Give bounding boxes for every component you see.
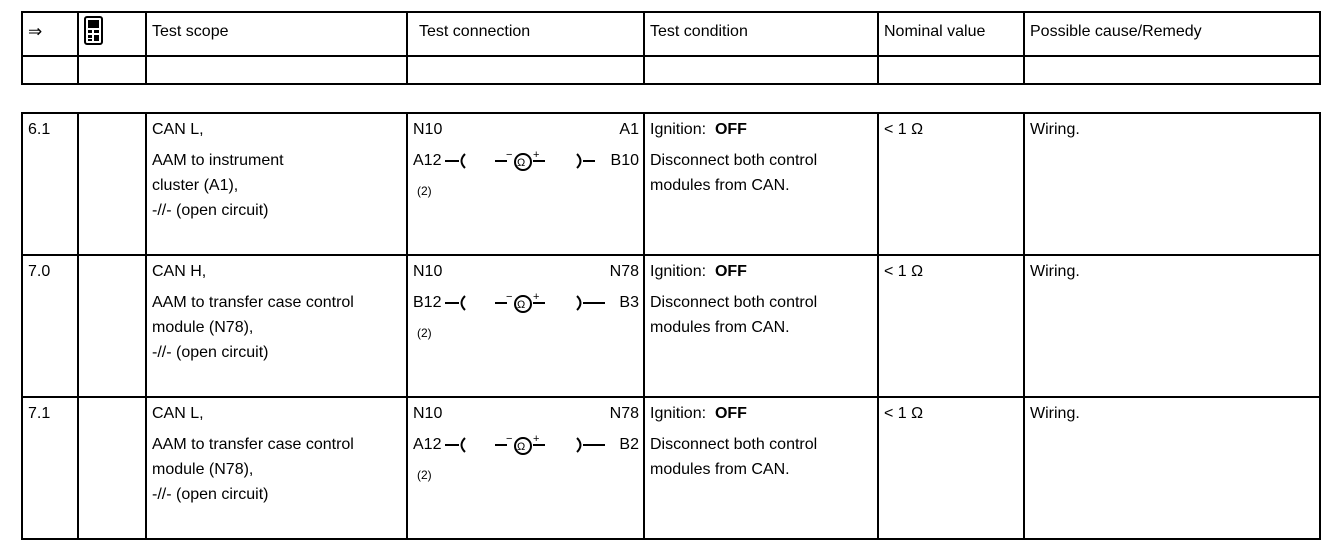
step-number: 7.0 xyxy=(22,255,78,397)
condition-line: modules from CAN. xyxy=(650,177,790,194)
test-scope-header: Test scope xyxy=(146,12,407,56)
tester-header-cell xyxy=(78,12,146,56)
test-steps-table xyxy=(21,112,1321,540)
scope-line: CAN L, xyxy=(152,405,204,422)
arrow-header-cell xyxy=(22,12,78,56)
condition-label: Ignition: xyxy=(650,405,707,422)
nominal-value-header: Nominal value xyxy=(878,12,1024,56)
header-blank-cell xyxy=(878,56,1024,84)
table-row xyxy=(22,113,1320,255)
nominal-value-cell: < 1 Ω xyxy=(878,113,1024,255)
possible-cause-header: Possible cause/Remedy xyxy=(1024,12,1320,56)
connector-left-pin: A12 xyxy=(413,152,442,169)
condition-label: Ignition: xyxy=(650,121,707,138)
ohmmeter-icon xyxy=(445,434,615,456)
svg-text:Ω: Ω xyxy=(517,157,526,169)
condition-line: modules from CAN. xyxy=(650,461,790,478)
header-blank-cell xyxy=(22,56,78,84)
svg-text:+: + xyxy=(533,292,540,303)
svg-text:+: + xyxy=(533,150,540,161)
test-scope-cell xyxy=(146,113,407,255)
tester-cell xyxy=(78,397,146,539)
ohmmeter-icon xyxy=(445,150,615,172)
test-condition-cell xyxy=(644,255,878,397)
remedy-cell: Wiring. xyxy=(1024,397,1320,539)
svg-text:−: − xyxy=(506,292,513,303)
test-condition-cell xyxy=(644,397,878,539)
condition-label: Ignition: xyxy=(650,263,707,280)
condition-value: OFF xyxy=(714,263,747,280)
scope-line: AAM to instrument xyxy=(152,152,284,169)
table-row xyxy=(22,397,1320,539)
header-blank-cell xyxy=(1024,56,1320,84)
scope-line: -//- (open circuit) xyxy=(152,344,269,361)
scope-line: CAN L, xyxy=(152,121,204,138)
connector-left-label: N10 xyxy=(413,121,443,138)
scope-line: -//- (open circuit) xyxy=(152,486,269,503)
header-blank-cell xyxy=(78,56,146,84)
svg-text:Ω: Ω xyxy=(517,299,526,311)
svg-text:+: + xyxy=(533,434,540,445)
connection-note: (2) xyxy=(417,184,432,198)
connection-note: (2) xyxy=(417,326,432,340)
svg-text:Ω: Ω xyxy=(517,441,526,453)
test-scope-cell xyxy=(146,397,407,539)
tester-cell xyxy=(78,113,146,255)
header-table xyxy=(21,11,1321,85)
remedy-cell: Wiring. xyxy=(1024,113,1320,255)
header-blank-cell xyxy=(407,56,644,84)
scope-line: cluster (A1), xyxy=(152,177,239,194)
connector-left-pin: B12 xyxy=(413,294,442,311)
test-connection-cell xyxy=(407,113,644,255)
condition-line: Disconnect both control xyxy=(650,436,818,453)
scope-line: AAM to transfer case control xyxy=(152,436,354,453)
scope-line: -//- (open circuit) xyxy=(152,202,269,219)
connector-left-label: N10 xyxy=(413,263,443,280)
step-number: 7.1 xyxy=(22,397,78,539)
connection-note: (2) xyxy=(417,468,432,482)
scope-line: CAN H, xyxy=(152,263,207,280)
svg-text:−: − xyxy=(506,434,513,445)
header-blank-cell xyxy=(644,56,878,84)
test-scope-cell xyxy=(146,255,407,397)
connector-right-pin: B10 xyxy=(610,152,639,169)
connector-right-label: N78 xyxy=(609,405,639,422)
scope-line: AAM to transfer case control xyxy=(152,294,354,311)
test-connection-cell xyxy=(407,255,644,397)
condition-value: OFF xyxy=(714,121,747,138)
test-condition-header: Test condition xyxy=(644,12,878,56)
nominal-value-cell: < 1 Ω xyxy=(878,397,1024,539)
scope-line: module (N78), xyxy=(152,461,254,478)
connector-right-label: N78 xyxy=(609,263,639,280)
remedy-cell: Wiring. xyxy=(1024,255,1320,397)
condition-line: modules from CAN. xyxy=(650,319,790,336)
nominal-value-cell: < 1 Ω xyxy=(878,255,1024,397)
condition-value: OFF xyxy=(714,405,747,422)
step-number: 6.1 xyxy=(22,113,78,255)
scope-line: module (N78), xyxy=(152,319,254,336)
svg-text:−: − xyxy=(506,150,513,161)
ohmmeter-icon xyxy=(445,292,615,314)
connector-left-label: N10 xyxy=(413,405,443,422)
connector-left-pin: A12 xyxy=(413,436,442,453)
test-connection-header: Test connection xyxy=(407,12,644,56)
connector-right-pin: B3 xyxy=(619,294,639,311)
connector-right-label: A1 xyxy=(619,121,639,138)
condition-line: Disconnect both control xyxy=(650,294,818,311)
test-connection-cell xyxy=(407,397,644,539)
diagnostic-tester-icon xyxy=(83,15,105,47)
test-condition-cell xyxy=(644,113,878,255)
tester-cell xyxy=(78,255,146,397)
connector-right-pin: B2 xyxy=(619,436,639,453)
condition-line: Disconnect both control xyxy=(650,152,818,169)
arrow-icon: ⇒ xyxy=(28,22,43,41)
table-row xyxy=(22,255,1320,397)
header-blank-cell xyxy=(146,56,407,84)
